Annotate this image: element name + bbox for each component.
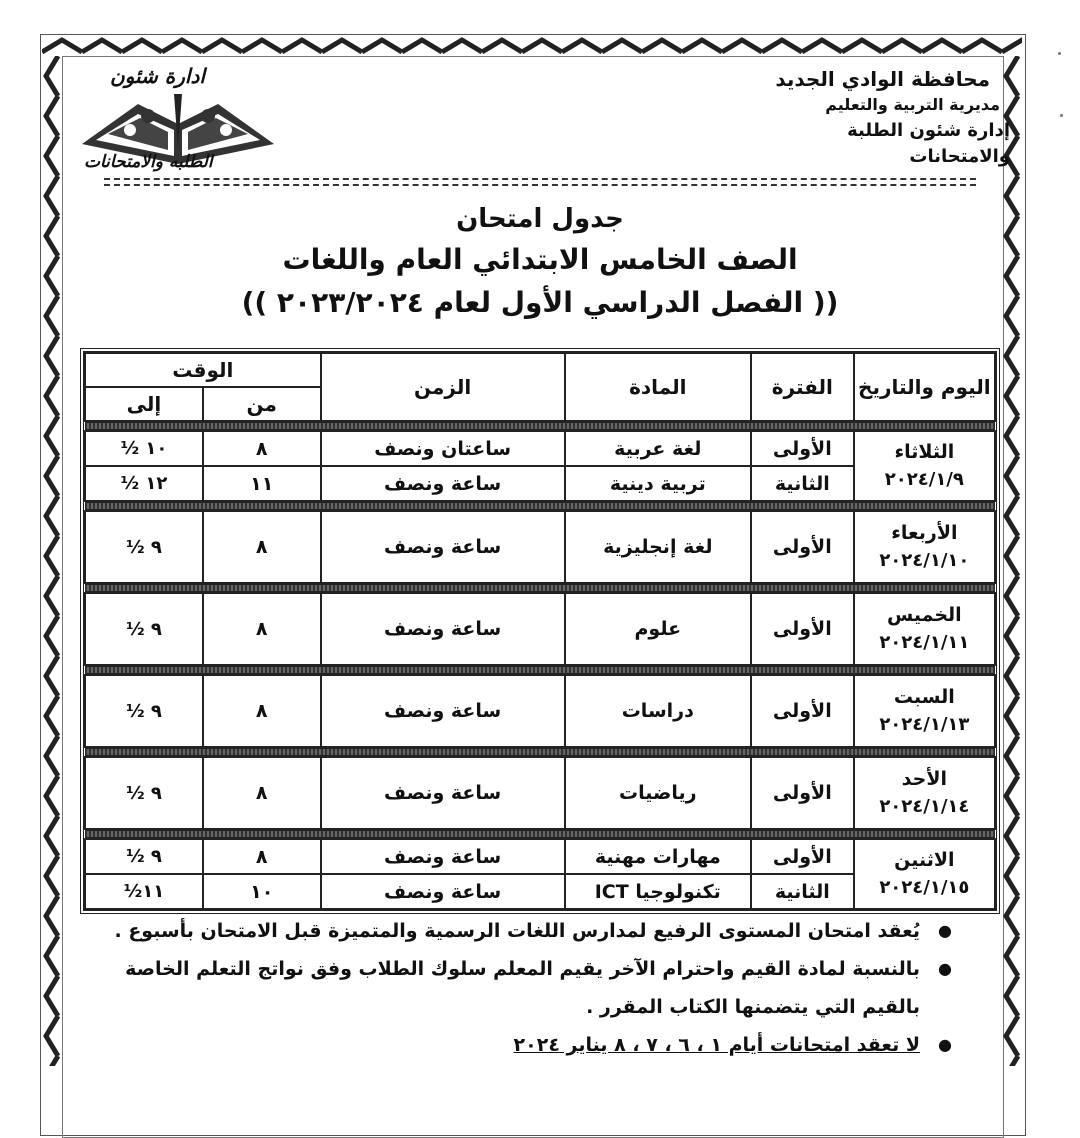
subject-cell: دراسات [565, 675, 751, 747]
day-name: الاثنين [894, 849, 955, 871]
scan-speck [1060, 114, 1063, 117]
title-term: (( الفصل الدراسي الأول لعام ٢٠٢٣/٢٠٢٤ )) [241, 286, 839, 319]
subject-cell: تكنولوجيا ICT [565, 874, 751, 909]
note-text: لا تعقد امتحانات أيام ١ ، ٦ ، ٧ ، ٨ يناير ٢٠٢٤ [513, 1034, 920, 1056]
exam-date: ٢٠٢٤/١/١١ [879, 632, 970, 653]
row-group-divider [85, 666, 995, 674]
day-date-cell [854, 757, 995, 829]
logo-text-top: ادارة شئون [110, 64, 205, 88]
table-row [85, 757, 995, 829]
period-cell: الأولى [751, 839, 854, 874]
day-name: الأحد [901, 768, 948, 790]
header-period: الفترة [751, 353, 854, 421]
day-date-cell [854, 511, 995, 583]
time-to-cell: ١٠ ½ [85, 431, 203, 466]
exam-notes [100, 912, 960, 1064]
header-duration: الزمن [321, 353, 565, 421]
zigzag-border-left [42, 56, 62, 1066]
exam-schedule-table [80, 348, 1000, 914]
time-from-cell: ٨ [203, 675, 321, 747]
duration-cell: ساعة ونصف [321, 874, 565, 909]
table-row [85, 593, 995, 665]
duration-cell: ساعة ونصف [321, 757, 565, 829]
bullet-icon: ● [938, 959, 952, 978]
note-item [100, 912, 960, 950]
table-row [85, 511, 995, 583]
day-date-cell [854, 839, 995, 909]
day-date-cell [854, 431, 995, 501]
header-to: إلى [85, 387, 203, 421]
row-group-divider [85, 748, 995, 756]
logo-text-bottom: الطلبه والامتحانات [84, 152, 213, 172]
duration-cell: ساعة ونصف [321, 593, 565, 665]
title-grade: الصف الخامس الابتدائي العام واللغات [282, 243, 798, 276]
period-cell: الأولى [751, 593, 854, 665]
row-group-divider [85, 422, 995, 430]
time-from-cell: ١١ [203, 466, 321, 501]
table-row [85, 431, 995, 466]
row-group-divider [85, 830, 995, 838]
time-to-cell: ١٢ ½ [85, 466, 203, 501]
subject-cell: رياضيات [565, 757, 751, 829]
governorate-name: محافظة الوادي الجديد [775, 67, 990, 91]
time-to-cell: ٩ ½ [85, 593, 203, 665]
exam-date: ٢٠٢٤/١/٩ [884, 469, 964, 490]
period-cell: الأولى [751, 675, 854, 747]
header-separator [104, 178, 976, 186]
note-item [100, 1026, 960, 1064]
bullet-icon: ● [938, 921, 952, 940]
time-to-cell: ٩ ½ [85, 839, 203, 874]
time-from-cell: ٨ [203, 511, 321, 583]
day-name: الأربعاء [891, 522, 958, 544]
duration-cell: ساعة ونصف [321, 466, 565, 501]
zigzag-border-right [1002, 56, 1022, 1066]
time-to-cell: ٩ ½ [85, 675, 203, 747]
day-date-cell [854, 593, 995, 665]
duration-cell: ساعة ونصف [321, 675, 565, 747]
duration-cell: ساعتان ونصف [321, 431, 565, 466]
day-name: الخميس [886, 604, 962, 626]
time-from-cell: ٨ [203, 839, 321, 874]
department-name: إدارة شئون الطلبة والامتحانات [847, 120, 1010, 167]
period-cell: الثانية [751, 874, 854, 909]
issuing-authority [750, 66, 1010, 170]
duration-cell: ساعة ونصف [321, 839, 565, 874]
scan-speck [1058, 52, 1061, 55]
note-text: بالنسبة لمادة القيم واحترام الآخر يقيم المعلم سلوك الطلاب وفق نواتج التعلم الخاصة بالقيم التي يتضمنها الكتاب المقرر . [125, 958, 920, 1018]
table-row [85, 675, 995, 747]
period-cell: الثانية [751, 466, 854, 501]
header-subject: المادة [565, 353, 751, 421]
note-item [100, 950, 960, 1026]
time-from-cell: ٨ [203, 431, 321, 466]
zigzag-border-top [42, 36, 1022, 56]
header-time: الوقت [85, 353, 321, 387]
period-cell: الأولى [751, 511, 854, 583]
row-group-divider [85, 584, 995, 592]
exam-date: ٢٠٢٤/١/١٥ [879, 877, 970, 898]
exam-date: ٢٠٢٤/١/١٤ [879, 796, 970, 817]
subject-cell: لغة عربية [565, 431, 751, 466]
document-title [200, 200, 880, 324]
period-cell: الأولى [751, 431, 854, 466]
header-day-date: اليوم والتاريخ [854, 353, 995, 421]
exam-date: ٢٠٢٤/١/١٠ [879, 550, 970, 571]
subject-cell: مهارات مهنية [565, 839, 751, 874]
time-to-cell: ٩ ½ [85, 757, 203, 829]
directorate-name: مديرية التربية والتعليم [825, 95, 1000, 114]
time-to-cell: ٩ ½ [85, 511, 203, 583]
time-to-cell: ١١½ [85, 874, 203, 909]
subject-cell: علوم [565, 593, 751, 665]
time-from-cell: ١٠ [203, 874, 321, 909]
time-from-cell: ٨ [203, 593, 321, 665]
day-name: السبت [893, 686, 955, 708]
bullet-icon: ● [938, 1035, 952, 1054]
note-text: يُعقد امتحان المستوى الرفيع لمدارس اللغات الرسمية والمتميزة قبل الامتحان بأسبوع . [114, 920, 920, 942]
exam-date: ٢٠٢٤/١/١٣ [879, 714, 970, 735]
day-date-cell [854, 675, 995, 747]
table-row [85, 839, 995, 874]
day-name: الثلاثاء [894, 441, 955, 463]
subject-cell: تربية دينية [565, 466, 751, 501]
period-cell: الأولى [751, 757, 854, 829]
time-from-cell: ٨ [203, 757, 321, 829]
title-exam-schedule: جدول امتحان [456, 204, 624, 234]
header-from: من [203, 387, 321, 421]
row-group-divider [85, 502, 995, 510]
duration-cell: ساعة ونصف [321, 511, 565, 583]
subject-cell: لغة إنجليزية [565, 511, 751, 583]
